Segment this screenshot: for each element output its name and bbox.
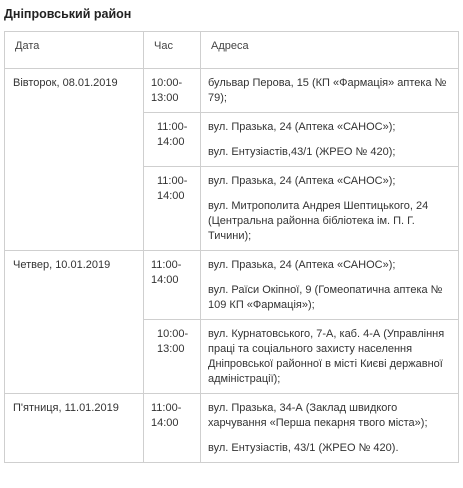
time-from: 11:00- xyxy=(157,121,188,133)
time-cell xyxy=(144,113,201,167)
table-row xyxy=(5,394,459,463)
address-cell xyxy=(201,69,459,113)
time-cell xyxy=(144,394,201,463)
address-line: вул. Празька, 34-А (Заклад швидкого харчування «Перша пекарня твого міста»); xyxy=(208,402,428,429)
address-cell xyxy=(201,167,459,251)
day-date: Вівторок, 08.01.2019 xyxy=(5,69,144,251)
schedule-body xyxy=(5,69,459,463)
time-to: 14:00 xyxy=(151,417,179,429)
address-line: вул. Ентузіастів,43/1 (ЖРЕО № 420); xyxy=(208,146,396,158)
page-title: Дніпровський район xyxy=(4,7,132,21)
address-line: вул. Празька, 24 (Аптека «САНОС»); xyxy=(208,259,396,271)
address-line: вул. Празька, 24 (Аптека «САНОС»); xyxy=(208,121,396,133)
address-cell xyxy=(201,113,459,167)
time-from: 11:00- xyxy=(151,259,182,271)
header-date: Дата xyxy=(5,32,144,69)
table-header-row xyxy=(5,32,459,69)
address-line: вул. Курнатовського, 7-А, каб. 4-А (Управління праці та соціального захисту населення Дніпровської районної в місті Києві державної адміністрації); xyxy=(208,328,445,385)
time-to: 14:00 xyxy=(151,274,179,286)
header-address: Адреса xyxy=(201,32,459,69)
day-date: П'ятниця, 11.01.2019 xyxy=(5,394,144,463)
time-cell xyxy=(144,69,201,113)
time-from: 11:00- xyxy=(151,402,182,414)
schedule-table xyxy=(4,31,459,463)
address-cell xyxy=(201,394,459,463)
address-line: вул. Ентузіастів, 43/1 (ЖРЕО № 420). xyxy=(208,442,399,454)
table-row xyxy=(5,69,459,113)
time-from: 11:00- xyxy=(157,175,188,187)
time-from: 10:00- xyxy=(157,328,189,340)
time-to: 13:00 xyxy=(151,92,179,104)
address-line: бульвар Перова, 15 (КП «Фармація» аптека № 79); xyxy=(208,77,447,104)
address-cell xyxy=(201,320,459,394)
time-cell xyxy=(144,320,201,394)
address-line: вул. Празька, 24 (Аптека «САНОС»); xyxy=(208,175,396,187)
time-cell xyxy=(144,251,201,320)
time-to: 14:00 xyxy=(157,190,185,202)
time-to: 14:00 xyxy=(157,136,185,148)
header-time: Час xyxy=(144,32,201,69)
address-line: вул. Митрополита Андрея Шептицького, 24 (Центральна районна бібліотека ім. П. Г. Тичини); xyxy=(208,200,429,242)
address-line: вул. Раїси Окіпної, 9 (Гомеопатична аптека № 109 КП «Фармація»); xyxy=(208,284,443,311)
address-cell xyxy=(201,251,459,320)
time-to: 13:00 xyxy=(157,343,185,355)
day-date: Четвер, 10.01.2019 xyxy=(5,251,144,394)
table-row xyxy=(5,251,459,320)
time-cell xyxy=(144,167,201,251)
time-from: 10:00- xyxy=(151,77,183,89)
